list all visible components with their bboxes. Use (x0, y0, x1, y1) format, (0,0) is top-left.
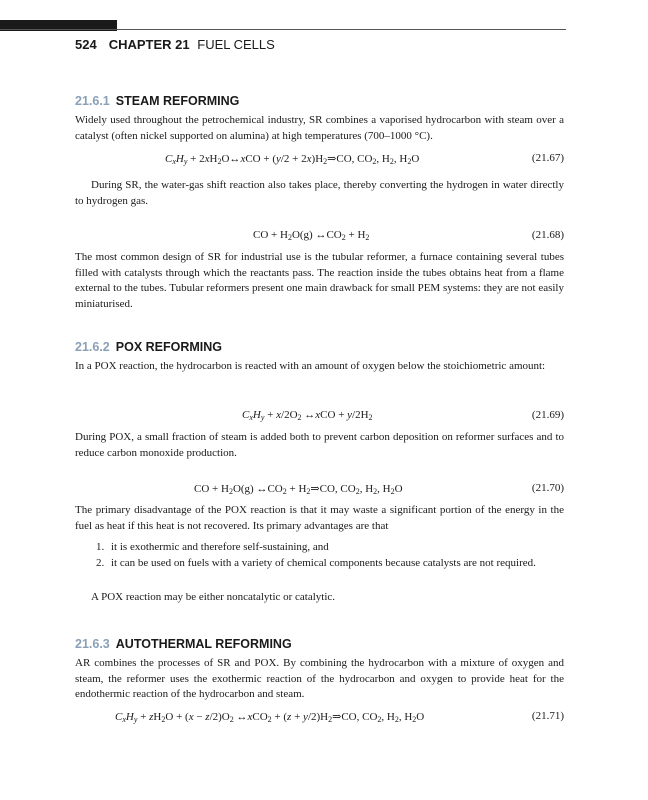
equation-number: (21.70) (531, 482, 564, 494)
advantages-list (75, 540, 585, 571)
chapter-title: FUEL CELLS (197, 37, 275, 52)
equation-21-67: $C_xH_y$ + $2xH_2O\leftrightarrow xCO + (y/2$ + $2x)H_2\Rightarrow CO$, $CO_2$, $H_2$, $H_2O$ (21.67) (165, 152, 564, 166)
header-rule (0, 29, 566, 30)
list-item: 1. it is exothermic and therefore self-sustaining, and (107, 540, 585, 556)
section-title: POX REFORMING (115, 340, 223, 354)
paragraph: During SR, the water-gas shift reaction also takes place, thereby converting the hydrogen in water directly to hydrogen gas. (75, 179, 564, 207)
equation-number: (21.68) (531, 229, 564, 241)
paragraph: During POX, a small fraction of steam is added both to prevent carbon deposition on reformer surfaces and to reduce carbon monoxide production. (75, 431, 564, 459)
paragraph: In a POX reaction, the hydrocarbon is reacted with an amount of oxygen below the stoichiometric amount: (75, 360, 546, 372)
list-item: 2. it can be used on fuels with a variety of chemical components because catalysts are not required. (107, 556, 585, 572)
running-header (75, 37, 275, 52)
equation-21-71: $C_xH_y + zH_2O + (x - z/2)O_2$ ↔xCO$_2$ + $(z + y/2)H_2\Rightarrow CO$, $CO_2$, $H_2$, $H_2O$ (21.71) (115, 710, 564, 724)
section-heading-steam (75, 94, 239, 108)
section-number: 21.6.3 (75, 637, 110, 651)
paragraph: Widely used throughout the petrochemical industry, SR combines a vaporised hydrocarbon with steam over a catalyst (often nickel supported on alumina) at high temperatures (700–1000 °C). (75, 114, 564, 142)
section-heading-autothermal (75, 637, 292, 651)
section-title: STEAM REFORMING (115, 94, 240, 108)
section-heading-pox (75, 340, 222, 354)
section-number: 21.6.1 (75, 94, 110, 108)
equation-21-68: CO + $H_2O(g)$ $\leftrightarrow CO_2 + H_2$ (21.68) (253, 229, 564, 242)
chapter-label: CHAPTER 21 (108, 37, 190, 52)
paragraph: A POX reaction may be either noncatalytic or catalytic. (91, 591, 336, 603)
equation-number: (21.69) (531, 409, 564, 421)
section-title: AUTOTHERMAL REFORMING (115, 637, 292, 651)
equation-21-69: $C_xH_y + x/2O_2$ ↔xCO + $y/2H_2$ (21.69) (242, 409, 564, 422)
paragraph: The primary disadvantage of the POX reaction is that it may waste a significant portion of the energy in the fuel as heat if this heat is not recovered. Its primary advantages are that (75, 504, 564, 532)
equation-number: (21.67) (531, 152, 564, 164)
equation-21-70: CO + $H_2O(g)$ $\leftrightarrow CO_2$ + $H_2\Rightarrow CO$, $CO_2$, $H_2$, $H_2O$ (21.70) (194, 482, 564, 496)
section-number: 21.6.2 (75, 340, 110, 354)
paragraph: The most common design of SR for industrial use is the tubular reformer, a furnace containing several tubes filled with catalysts through which the reactants pass. The reaction inside the tubes obtains heat from a flame external to the tubes. Tubular reformers present one main drawback for small PEM systems: they are not easily miniaturised. (75, 251, 564, 310)
page-number: 524 (75, 37, 97, 52)
paragraph: AR combines the processes of SR and POX. By combining the hydrocarbon with a mixture of oxygen and steam, the reformer uses the exothermic reaction of the hydrocarbon and oxygen to provide heat for the endothermic reaction of the hydrocarbon and steam. (75, 657, 564, 700)
equation-number: (21.71) (531, 710, 564, 722)
